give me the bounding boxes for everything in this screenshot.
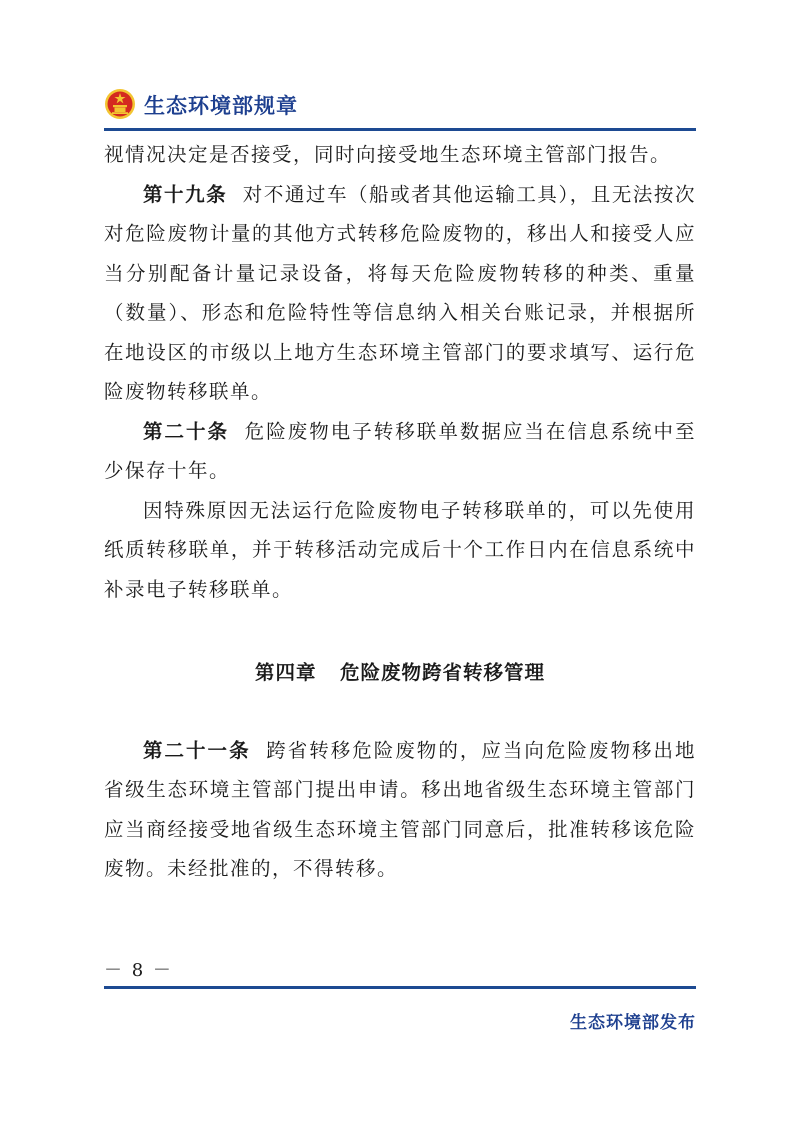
article-19-text: 对不通过车（船或者其他运输工具），且无法按次对危险废物计量的其他方式转移危险废物的，移出人和接受人应当分别配备计量记录设备，将每天危险废物转移的种类、重量（数量）、形态和危险特性等信息纳入相关台账记录，并根据所在地设区的市级以上地方生态环境主管部门的要求填写、运行危险废物转移联单。	[104, 182, 696, 403]
article-19	[104, 175, 696, 412]
chapter-title: 危险废物跨省转移管理	[339, 661, 545, 684]
national-emblem-icon	[104, 88, 136, 120]
article-21-text: 跨省转移危险废物的，应当向危险废物移出地省级生态环境主管部门提出申请。移出地省级生态环境主管部门应当商经接受地省级生态环境主管部门同意后，批准转移该危险废物。未经批准的，不得转移。	[104, 738, 696, 880]
chapter-number: 第四章	[255, 661, 317, 684]
article-20-paragraph-2: 因特殊原因无法运行危险废物电子转移联单的，可以先使用纸质转移联单，并于转移活动完成后十个工作日内在信息系统中补录电子转移联单。	[104, 498, 696, 601]
page-number: － 8 －	[104, 960, 173, 981]
article-19-number: 第十九条	[143, 182, 228, 206]
chapter-heading	[104, 653, 696, 693]
footer-publisher: 生态环境部发布	[570, 1013, 696, 1033]
header-title: 生态环境部规章	[144, 94, 298, 118]
article-20	[104, 412, 696, 491]
paragraph-continued: 视情况决定是否接受，同时向接受地生态环境主管部门报告。	[104, 143, 672, 166]
article-21	[104, 731, 696, 889]
article-20-number: 第二十条	[143, 419, 230, 443]
header-divider	[104, 128, 696, 131]
article-20-text: 危险废物电子转移联单数据应当在信息系统中至少保存十年。	[104, 419, 696, 482]
article-21-number: 第二十一条	[143, 738, 251, 762]
document-body	[104, 135, 696, 889]
footer-divider	[104, 986, 696, 989]
page-header	[104, 84, 696, 128]
